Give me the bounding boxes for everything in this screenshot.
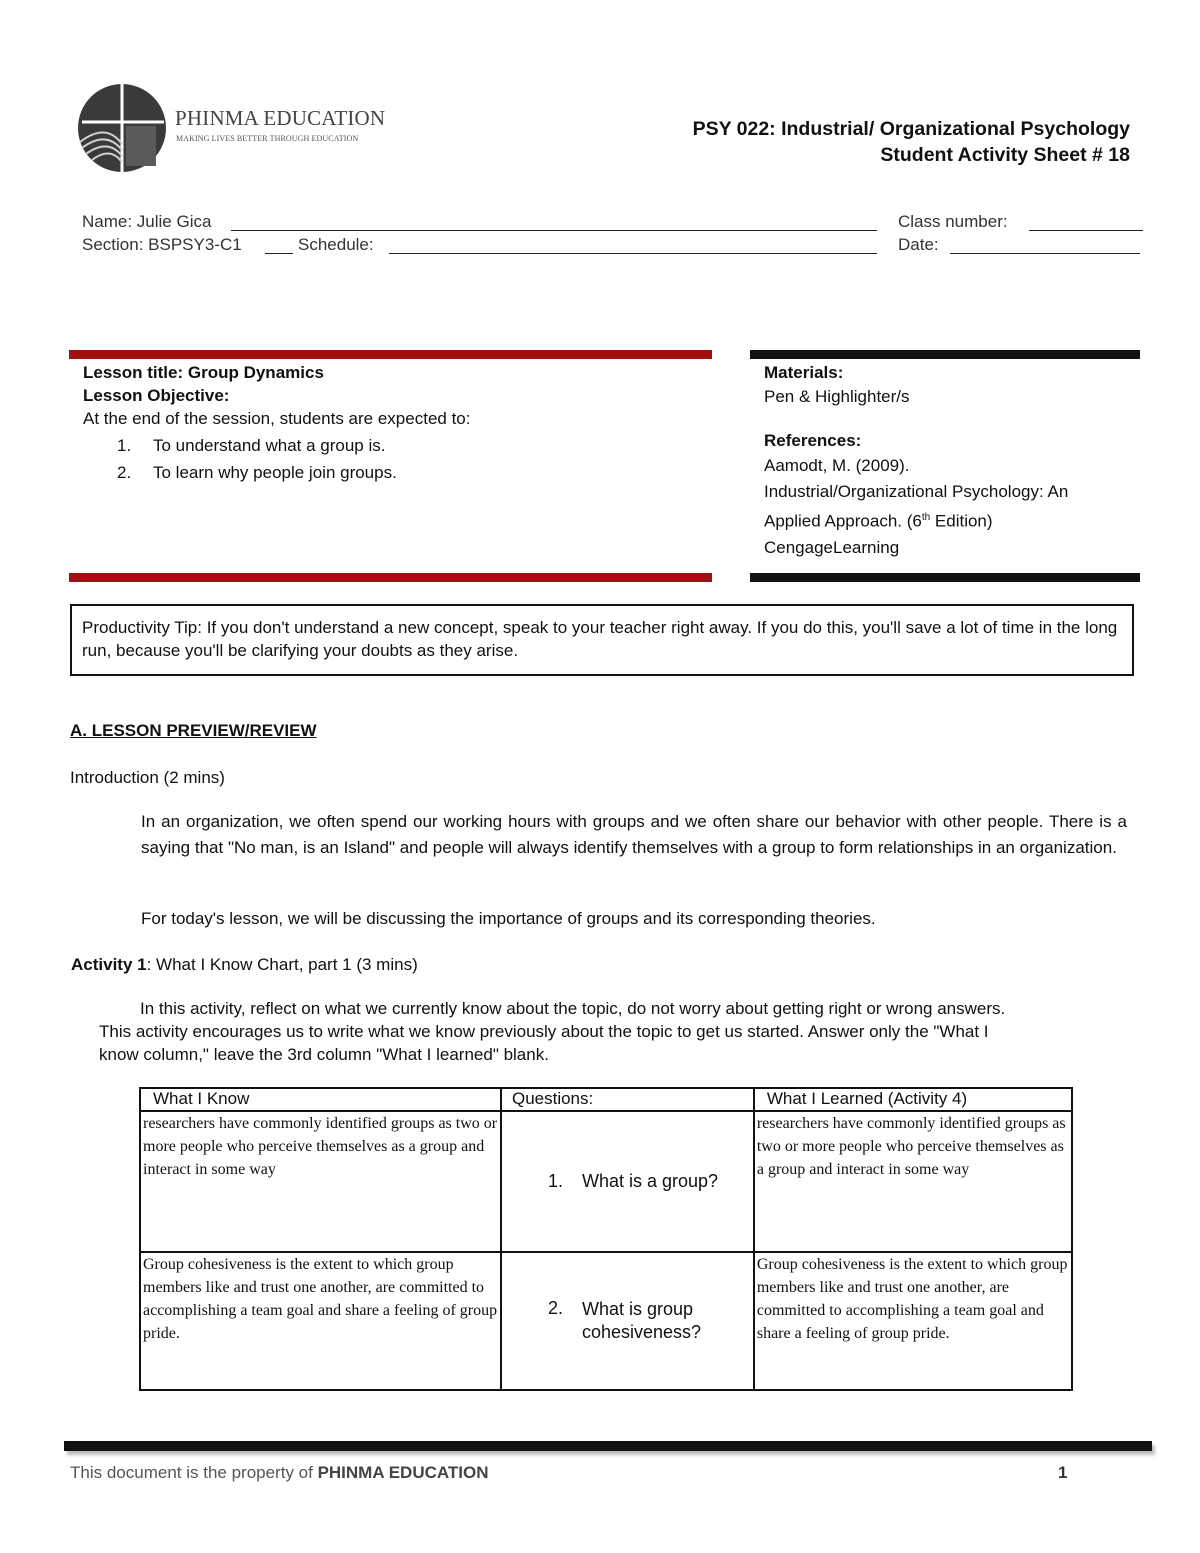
materials-bottom-bar bbox=[750, 573, 1140, 582]
materials-info bbox=[764, 361, 1134, 561]
question-1: 1. What is a group? bbox=[501, 1111, 754, 1252]
lesson-top-bar bbox=[69, 350, 712, 359]
header-what-i-know: What I Know bbox=[140, 1088, 501, 1111]
footer-bar bbox=[64, 1441, 1152, 1451]
footer-text: This document is the property of PHINMA EDUCATION bbox=[70, 1463, 489, 1482]
chart-header-row bbox=[140, 1088, 1072, 1111]
header-questions: Questions: bbox=[501, 1088, 754, 1111]
phinma-globe-icon bbox=[76, 82, 176, 174]
logo-name: PHINMA EDUCATION bbox=[175, 106, 386, 130]
date-label: Date: bbox=[898, 235, 939, 254]
reference-title-1: Industrial/Organizational Psychology: An bbox=[764, 482, 1069, 501]
reference-publisher: CengageLearning bbox=[764, 537, 900, 557]
objective-item: 1. To understand what a group is. bbox=[117, 436, 386, 455]
sheet-title: Student Activity Sheet # 18 bbox=[880, 144, 1130, 166]
course-header bbox=[693, 116, 1130, 168]
productivity-tip: Productivity Tip: If you don't understand a new concept, speak to your teacher right away. If you do this, you'll save a lot of time in the long run, because you'll be clarifying your doubts as they arise. bbox=[70, 604, 1134, 676]
lesson-bottom-bar bbox=[69, 573, 712, 582]
materials-label: Materials: bbox=[764, 363, 844, 382]
header-what-i-learned: What I Learned (Activity 4) bbox=[754, 1088, 1072, 1111]
learned-answer-2[interactable]: Group cohesiveness is the extent to which group members like and trust one another, are committed to accomplishing a team goal and share a feeling of group pride. bbox=[754, 1252, 1072, 1390]
objectives-list bbox=[83, 432, 703, 486]
lesson-info bbox=[83, 361, 703, 486]
activity-1-title: Activity 1: What I Know Chart, part 1 (3 mins) bbox=[71, 955, 418, 974]
chart-row-1 bbox=[140, 1111, 1072, 1252]
chart-row-2 bbox=[140, 1252, 1072, 1390]
lesson-title-label: Lesson title: bbox=[83, 363, 184, 382]
introduction-label: Introduction (2 mins) bbox=[70, 768, 225, 787]
page-number: 1 bbox=[1058, 1463, 1068, 1482]
know-answer-1[interactable]: researchers have commonly identified groups as two or more people who perceive themselves as a group and interact in some way bbox=[140, 1111, 501, 1252]
lesson-objective-intro: At the end of the session, students are expected to: bbox=[83, 409, 471, 428]
lesson-title: Group Dynamics bbox=[187, 363, 324, 382]
activity-instructions: In this activity, reflect on what we currently know about the topic, do not worry about getting right or wrong answers. This activity encourages us to write what we know previously about the topic to get us started. Answer only the "What I know column," leave the 3rd column "What I learned" blank. bbox=[99, 999, 1006, 1064]
reference-author: Aamodt, M. (2009). bbox=[764, 456, 910, 475]
course-title: PSY 022: Industrial/ Organizational Psychology bbox=[692, 118, 1130, 140]
learned-answer-1[interactable]: researchers have commonly identified groups as two or more people who perceive themselves as a group and interact in some way bbox=[754, 1111, 1072, 1252]
question-2: 2. What is group cohesiveness? bbox=[501, 1252, 754, 1390]
section-field: Section: BSPSY3-C1 bbox=[82, 235, 242, 254]
lesson-title-line bbox=[83, 361, 703, 384]
name-field: Name: Julie Gica bbox=[82, 212, 212, 231]
know-answer-2[interactable]: Group cohesiveness is the extent to which group members like and trust one another, are committed to accomplishing a team goal and share a feeling of group pride. bbox=[140, 1252, 501, 1390]
materials-value: Pen & Highlighter/s bbox=[764, 387, 910, 406]
schedule-label: Schedule: bbox=[298, 235, 374, 254]
date-underline[interactable] bbox=[950, 238, 1140, 254]
class-number-label: Class number: bbox=[898, 212, 1008, 231]
what-i-know-chart bbox=[139, 1087, 1073, 1391]
logo-tagline: MAKING LIVES BETTER THROUGH EDUCATION bbox=[176, 134, 359, 143]
footer-brand: PHINMA EDUCATION bbox=[317, 1463, 489, 1482]
class-number-underline[interactable] bbox=[1029, 215, 1143, 231]
section-underline[interactable] bbox=[265, 238, 293, 254]
name-underline[interactable] bbox=[231, 215, 877, 231]
materials-top-bar bbox=[750, 350, 1140, 359]
lesson-paragraph: For today's lesson, we will be discussing the importance of groups and its corresponding theories. bbox=[141, 909, 876, 928]
reference-title-2: Applied Approach. (6th Edition) bbox=[764, 511, 993, 531]
objective-item: 2. To learn why people join groups. bbox=[117, 463, 397, 482]
section-a-heading: A. LESSON PREVIEW/REVIEW bbox=[70, 721, 317, 740]
lesson-objective-label: Lesson Objective: bbox=[83, 386, 230, 405]
intro-paragraph: In an organization, we often spend our working hours with groups and we often share our behavior with other people. There is a saying that "No man, is an Island" and people will always identify themselves with a group to form relationships in an organization. bbox=[141, 812, 1127, 857]
references-label: References: bbox=[764, 431, 862, 450]
schedule-underline[interactable] bbox=[389, 238, 877, 254]
